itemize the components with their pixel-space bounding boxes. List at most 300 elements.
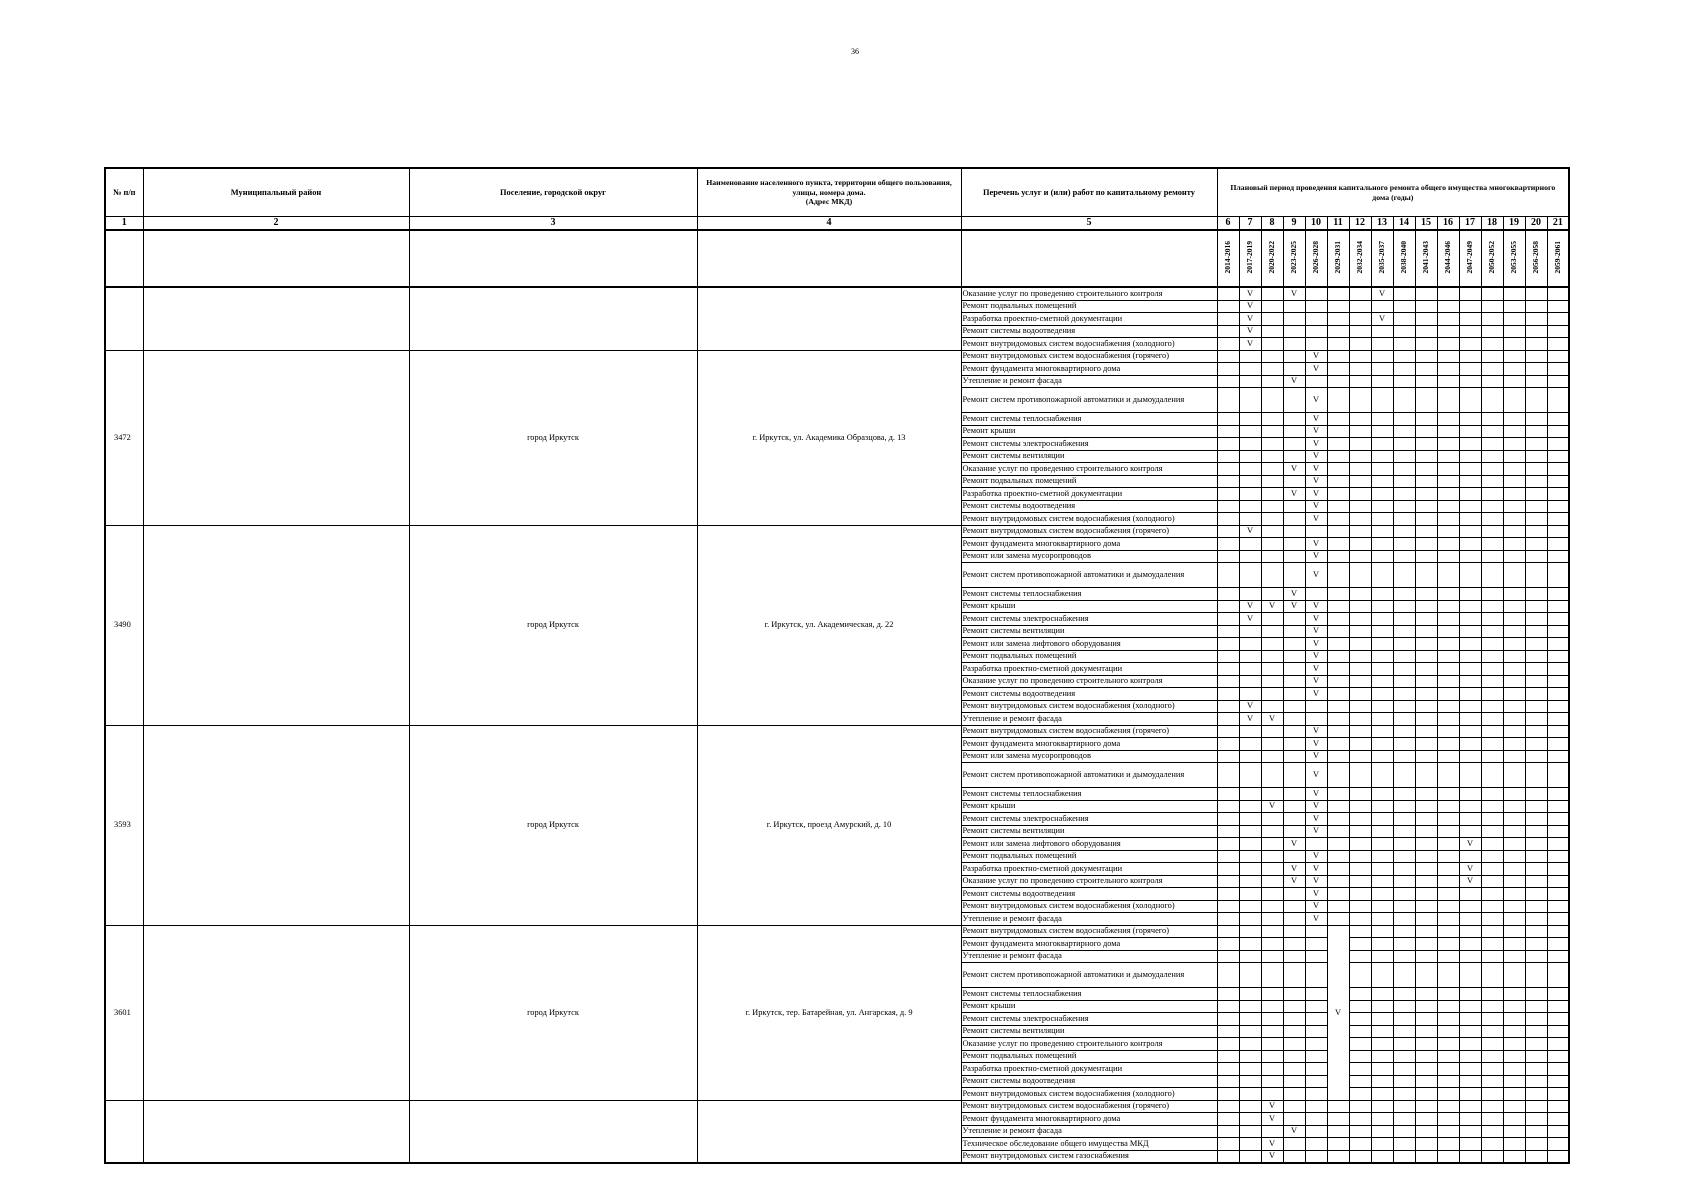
- period-cell: [1547, 287, 1569, 300]
- period-cell: [1327, 750, 1349, 763]
- period-cell: [1525, 838, 1547, 851]
- period-cell: [1547, 713, 1569, 726]
- column-number: 12: [1349, 217, 1371, 231]
- period-cell: [1525, 388, 1547, 413]
- period-cell: [1415, 1138, 1437, 1151]
- period-cell: [1503, 1013, 1525, 1026]
- period-cell: [1437, 1125, 1459, 1138]
- period-cell: [1437, 550, 1459, 563]
- period-cell: [1437, 1075, 1459, 1088]
- period-cell: [1415, 988, 1437, 1001]
- period-cell: [1437, 600, 1459, 613]
- period-cell: [1217, 675, 1239, 688]
- period-cell: [1217, 938, 1239, 951]
- period-mark: V: [1261, 800, 1283, 813]
- period-cell: [1371, 550, 1393, 563]
- period-cell: [1437, 850, 1459, 863]
- column-number: 20: [1525, 217, 1547, 231]
- period-cell: [1547, 750, 1569, 763]
- period-cell: [1525, 1150, 1547, 1163]
- period-cell: [1239, 750, 1261, 763]
- period-cell: [1459, 1038, 1481, 1051]
- period-cell: [1459, 375, 1481, 388]
- period-cell: [1393, 500, 1415, 513]
- period-cell: [1503, 513, 1525, 526]
- year-period: 2041-2043: [1415, 230, 1437, 287]
- period-cell: [1415, 713, 1437, 726]
- year-period: 2053-2055: [1503, 230, 1525, 287]
- period-cell: [1393, 488, 1415, 501]
- period-cell: [1481, 325, 1503, 338]
- period-cell: [1349, 350, 1371, 363]
- period-cell: [1393, 738, 1415, 751]
- period-cell: [1415, 350, 1437, 363]
- address-cell: [697, 1100, 961, 1163]
- period-cell: [1217, 888, 1239, 901]
- period-cell: [1415, 1025, 1437, 1038]
- period-cell: [1305, 287, 1327, 300]
- period-cell: [1481, 800, 1503, 813]
- service-cell: Разработка проектно-сметной документации: [961, 488, 1217, 501]
- period-cell: [1305, 838, 1327, 851]
- period-mark: V: [1239, 525, 1261, 538]
- period-cell: [1481, 475, 1503, 488]
- period-cell: [1217, 1113, 1239, 1126]
- period-cell: [1415, 825, 1437, 838]
- period-cell: [1217, 763, 1239, 788]
- period-cell: [1481, 925, 1503, 938]
- period-cell: [1349, 1038, 1371, 1051]
- period-cell: [1459, 675, 1481, 688]
- period-cell: [1481, 1038, 1503, 1051]
- period-cell: [1547, 350, 1569, 363]
- period-cell: [1547, 1000, 1569, 1013]
- service-cell: Оказание услуг по проведению строительного контроля: [961, 287, 1217, 300]
- period-cell: [1217, 363, 1239, 376]
- period-cell: [1327, 438, 1349, 451]
- period-cell: [1503, 900, 1525, 913]
- period-cell: [1239, 425, 1261, 438]
- period-cell: [1503, 600, 1525, 613]
- period-cell: [1327, 675, 1349, 688]
- period-cell: [1437, 513, 1459, 526]
- period-cell: [1239, 588, 1261, 601]
- period-cell: [1547, 825, 1569, 838]
- period-cell: [1547, 800, 1569, 813]
- period-cell: [1371, 1100, 1393, 1113]
- year-period: 2020-2022: [1261, 230, 1283, 287]
- period-cell: [1261, 438, 1283, 451]
- period-cell: [1481, 613, 1503, 626]
- period-cell: [1547, 950, 1569, 963]
- period-cell: [1437, 475, 1459, 488]
- period-cell: [1415, 763, 1437, 788]
- period-cell: [1547, 1138, 1569, 1151]
- period-cell: [1261, 963, 1283, 988]
- period-cell: [1371, 1038, 1393, 1051]
- period-cell: [1349, 750, 1371, 763]
- period-mark: V: [1305, 763, 1327, 788]
- period-cell: [1261, 1050, 1283, 1063]
- period-cell: [1393, 888, 1415, 901]
- period-cell: [1261, 625, 1283, 638]
- period-mark: V: [1459, 875, 1481, 888]
- period-cell: [1371, 950, 1393, 963]
- service-cell: Утепление и ремонт фасада: [961, 713, 1217, 726]
- table-row: [105, 925, 1569, 938]
- period-cell: [1547, 488, 1569, 501]
- period-cell: [1327, 700, 1349, 713]
- period-cell: [1481, 638, 1503, 651]
- period-cell: [1481, 738, 1503, 751]
- period-cell: [1261, 300, 1283, 313]
- period-cell: [1481, 300, 1503, 313]
- period-cell: [1349, 338, 1371, 351]
- period-cell: [1459, 1150, 1481, 1163]
- period-cell: [1261, 638, 1283, 651]
- period-cell: [1437, 863, 1459, 876]
- period-cell: [1393, 650, 1415, 663]
- period-cell: [1437, 1088, 1459, 1101]
- period-cell: [1547, 1075, 1569, 1088]
- period-cell: [1371, 425, 1393, 438]
- period-cell: [1217, 838, 1239, 851]
- period-cell: [1525, 538, 1547, 551]
- period-cell: [1239, 1000, 1261, 1013]
- period-mark: V: [1283, 875, 1305, 888]
- period-cell: [1371, 825, 1393, 838]
- period-cell: [1327, 688, 1349, 701]
- period-mark: V: [1305, 363, 1327, 376]
- period-cell: [1503, 688, 1525, 701]
- period-cell: [1459, 950, 1481, 963]
- period-cell: [1415, 925, 1437, 938]
- period-cell: [1415, 500, 1437, 513]
- header-row: [105, 168, 1569, 217]
- period-cell: [1349, 450, 1371, 463]
- period-cell: [1415, 425, 1437, 438]
- period-cell: [1283, 688, 1305, 701]
- period-cell: [1547, 1100, 1569, 1113]
- service-cell: Техническое обследование общего имущества МКД: [961, 1138, 1217, 1151]
- period-cell: [1437, 1113, 1459, 1126]
- period-cell: [1415, 588, 1437, 601]
- period-cell: [1393, 688, 1415, 701]
- period-cell: [1239, 738, 1261, 751]
- period-cell: [1217, 900, 1239, 913]
- period-cell: [1371, 463, 1393, 476]
- period-cell: [1239, 1150, 1261, 1163]
- year-period: 2047-2049: [1459, 230, 1481, 287]
- period-cell: [1481, 763, 1503, 788]
- period-cell: [1217, 500, 1239, 513]
- period-cell: [1305, 1125, 1327, 1138]
- period-cell: [1217, 625, 1239, 638]
- period-cell: [1415, 550, 1437, 563]
- period-cell: [1283, 1038, 1305, 1051]
- period-cell: [1217, 1063, 1239, 1076]
- period-cell: [1481, 550, 1503, 563]
- period-cell: [1503, 525, 1525, 538]
- period-cell: [1415, 788, 1437, 801]
- period-cell: [1239, 450, 1261, 463]
- period-cell: [1525, 688, 1547, 701]
- period-cell: [1437, 413, 1459, 426]
- period-cell: [1349, 1150, 1371, 1163]
- period-cell: [1283, 550, 1305, 563]
- period-cell: [1437, 350, 1459, 363]
- period-cell: [1217, 850, 1239, 863]
- period-cell: [1371, 800, 1393, 813]
- period-cell: [1261, 325, 1283, 338]
- period-cell: [1393, 475, 1415, 488]
- period-cell: [1239, 850, 1261, 863]
- service-cell: Ремонт системы электроснабжения: [961, 438, 1217, 451]
- period-cell: [1437, 738, 1459, 751]
- period-mark: V: [1305, 388, 1327, 413]
- period-cell: [1217, 1025, 1239, 1038]
- period-cell: [1327, 450, 1349, 463]
- period-cell: [1217, 925, 1239, 938]
- period-mark: V: [1305, 450, 1327, 463]
- period-cell: [1371, 613, 1393, 626]
- period-cell: [1525, 925, 1547, 938]
- period-cell: [1239, 1100, 1261, 1113]
- period-cell: [1283, 563, 1305, 588]
- period-cell: [1481, 450, 1503, 463]
- period-cell: [1371, 1113, 1393, 1126]
- period-cell: [1525, 963, 1547, 988]
- period-cell: [1239, 488, 1261, 501]
- period-cell: [1261, 850, 1283, 863]
- period-cell: [1261, 900, 1283, 913]
- period-cell: [1327, 625, 1349, 638]
- period-cell: [1349, 838, 1371, 851]
- period-cell: [1415, 488, 1437, 501]
- period-cell: [1437, 425, 1459, 438]
- period-mark: V: [1239, 313, 1261, 326]
- period-cell: [1239, 475, 1261, 488]
- period-cell: [1217, 450, 1239, 463]
- period-cell: [1547, 900, 1569, 913]
- period-cell: [1393, 1038, 1415, 1051]
- period-cell: [1371, 600, 1393, 613]
- period-cell: [1415, 1150, 1437, 1163]
- period-cell: [1283, 425, 1305, 438]
- period-cell: [1239, 388, 1261, 413]
- period-cell: [1525, 1025, 1547, 1038]
- period-mark: V: [1305, 550, 1327, 563]
- period-cell: [1349, 625, 1371, 638]
- service-cell: Ремонт или замена мусоропроводов: [961, 550, 1217, 563]
- period-cell: [1459, 1088, 1481, 1101]
- period-cell: [1393, 450, 1415, 463]
- period-cell: [1349, 825, 1371, 838]
- period-cell: [1217, 825, 1239, 838]
- period-cell: [1239, 363, 1261, 376]
- period-cell: [1305, 525, 1327, 538]
- period-cell: [1283, 738, 1305, 751]
- period-cell: [1525, 350, 1547, 363]
- period-mark: V: [1283, 1125, 1305, 1138]
- column-number: 11: [1327, 217, 1349, 231]
- period-cell: [1481, 463, 1503, 476]
- period-cell: [1327, 1150, 1349, 1163]
- period-cell: [1547, 363, 1569, 376]
- service-cell: Ремонт внутридомовых систем водоснабжения (холодного): [961, 1088, 1217, 1101]
- period-cell: [1349, 638, 1371, 651]
- year-period: 2023-2025: [1283, 230, 1305, 287]
- period-cell: [1261, 475, 1283, 488]
- period-cell: [1217, 1138, 1239, 1151]
- period-cell: [1393, 1013, 1415, 1026]
- period-cell: [1349, 800, 1371, 813]
- period-cell: [1217, 638, 1239, 651]
- period-cell: [1283, 513, 1305, 526]
- period-cell: [1547, 525, 1569, 538]
- period-cell: [1481, 900, 1503, 913]
- period-cell: [1393, 1088, 1415, 1101]
- service-cell: Ремонт подвальных помещений: [961, 650, 1217, 663]
- period-cell: [1261, 287, 1283, 300]
- service-cell: Ремонт системы теплоснабжения: [961, 988, 1217, 1001]
- year-period: 2059-2061: [1547, 230, 1569, 287]
- period-cell: [1393, 1100, 1415, 1113]
- district-cell: [143, 350, 409, 525]
- period-cell: [1393, 663, 1415, 676]
- period-cell: [1503, 287, 1525, 300]
- period-cell: [1371, 325, 1393, 338]
- period-cell: [1217, 588, 1239, 601]
- period-cell: [1503, 938, 1525, 951]
- period-cell: [1283, 638, 1305, 651]
- period-cell: [1525, 438, 1547, 451]
- period-mark: V: [1261, 600, 1283, 613]
- period-cell: [1503, 925, 1525, 938]
- service-cell: Утепление и ремонт фасада: [961, 913, 1217, 926]
- period-cell: [1525, 1113, 1547, 1126]
- period-cell: [1437, 888, 1459, 901]
- period-cell: [1525, 1013, 1547, 1026]
- period-cell: [1503, 763, 1525, 788]
- period-cell: [1217, 700, 1239, 713]
- period-cell: [1481, 913, 1503, 926]
- period-cell: [1459, 563, 1481, 588]
- period-cell: [1525, 1050, 1547, 1063]
- service-cell: Ремонт крыши: [961, 800, 1217, 813]
- period-cell: [1261, 388, 1283, 413]
- period-cell: [1437, 500, 1459, 513]
- period-mark: V: [1305, 750, 1327, 763]
- address-cell: г. Иркутск, проезд Амурский, д. 10: [697, 725, 961, 925]
- period-cell: [1481, 500, 1503, 513]
- period-cell: [1459, 763, 1481, 788]
- period-cell: [1217, 300, 1239, 313]
- period-cell: [1481, 675, 1503, 688]
- period-mark: V: [1239, 287, 1261, 300]
- period-cell: [1371, 1050, 1393, 1063]
- period-cell: [1503, 913, 1525, 926]
- period-cell: [1217, 287, 1239, 300]
- year-period: 2026-2028: [1305, 230, 1327, 287]
- table-row: [105, 725, 1569, 738]
- period-cell: [1349, 1138, 1371, 1151]
- period-cell: [1415, 663, 1437, 676]
- period-cell: [1371, 713, 1393, 726]
- period-cell: [1283, 450, 1305, 463]
- period-cell: [1481, 600, 1503, 613]
- period-cell: [1415, 1125, 1437, 1138]
- period-cell: [1415, 1088, 1437, 1101]
- period-cell: [1327, 525, 1349, 538]
- period-cell: [1503, 300, 1525, 313]
- period-cell: [1503, 725, 1525, 738]
- period-cell: [1349, 1050, 1371, 1063]
- period-cell: [1481, 875, 1503, 888]
- period-cell: [1239, 1075, 1261, 1088]
- period-cell: [1481, 713, 1503, 726]
- period-cell: [1393, 413, 1415, 426]
- period-cell: [1305, 1075, 1327, 1088]
- period-cell: [1349, 438, 1371, 451]
- period-cell: [1437, 588, 1459, 601]
- period-cell: [1481, 625, 1503, 638]
- service-cell: Ремонт систем противопожарной автоматики и дымоудаления: [961, 963, 1217, 988]
- period-cell: [1459, 588, 1481, 601]
- period-cell: [1525, 850, 1547, 863]
- period-cell: [1481, 700, 1503, 713]
- period-cell: [1459, 700, 1481, 713]
- service-cell: Ремонт внутридомовых систем водоснабжения (холодного): [961, 900, 1217, 913]
- period-cell: [1415, 913, 1437, 926]
- period-cell: [1415, 475, 1437, 488]
- period-cell: [1217, 375, 1239, 388]
- period-cell: [1393, 600, 1415, 613]
- period-cell: [1305, 325, 1327, 338]
- service-cell: Ремонт внутридомовых систем водоснабжения (горячего): [961, 525, 1217, 538]
- period-cell: [1547, 300, 1569, 313]
- period-mark: V: [1283, 863, 1305, 876]
- period-cell: [1349, 1063, 1371, 1076]
- period-mark: V: [1305, 788, 1327, 801]
- period-cell: [1437, 725, 1459, 738]
- period-cell: [1239, 988, 1261, 1001]
- period-mark: V: [1459, 863, 1481, 876]
- period-cell: [1217, 1050, 1239, 1063]
- district-cell: [143, 525, 409, 725]
- period-cell: [1371, 763, 1393, 788]
- period-cell: [1239, 875, 1261, 888]
- period-cell: [1481, 938, 1503, 951]
- service-cell: Ремонт системы теплоснабжения: [961, 788, 1217, 801]
- period-cell: [1547, 463, 1569, 476]
- period-cell: [1349, 700, 1371, 713]
- period-cell: [1547, 438, 1569, 451]
- period-cell: [1305, 988, 1327, 1001]
- period-cell: [1283, 1100, 1305, 1113]
- period-cell: [1349, 525, 1371, 538]
- period-cell: [1371, 525, 1393, 538]
- period-cell: [1459, 688, 1481, 701]
- period-mark: V: [1261, 1100, 1283, 1113]
- period-cell: [1525, 325, 1547, 338]
- period-cell: [1459, 625, 1481, 638]
- period-cell: [1547, 963, 1569, 988]
- column-number: 15: [1415, 217, 1437, 231]
- period-cell: [1239, 1113, 1261, 1126]
- table-body: [105, 287, 1569, 1163]
- period-cell: [1283, 538, 1305, 551]
